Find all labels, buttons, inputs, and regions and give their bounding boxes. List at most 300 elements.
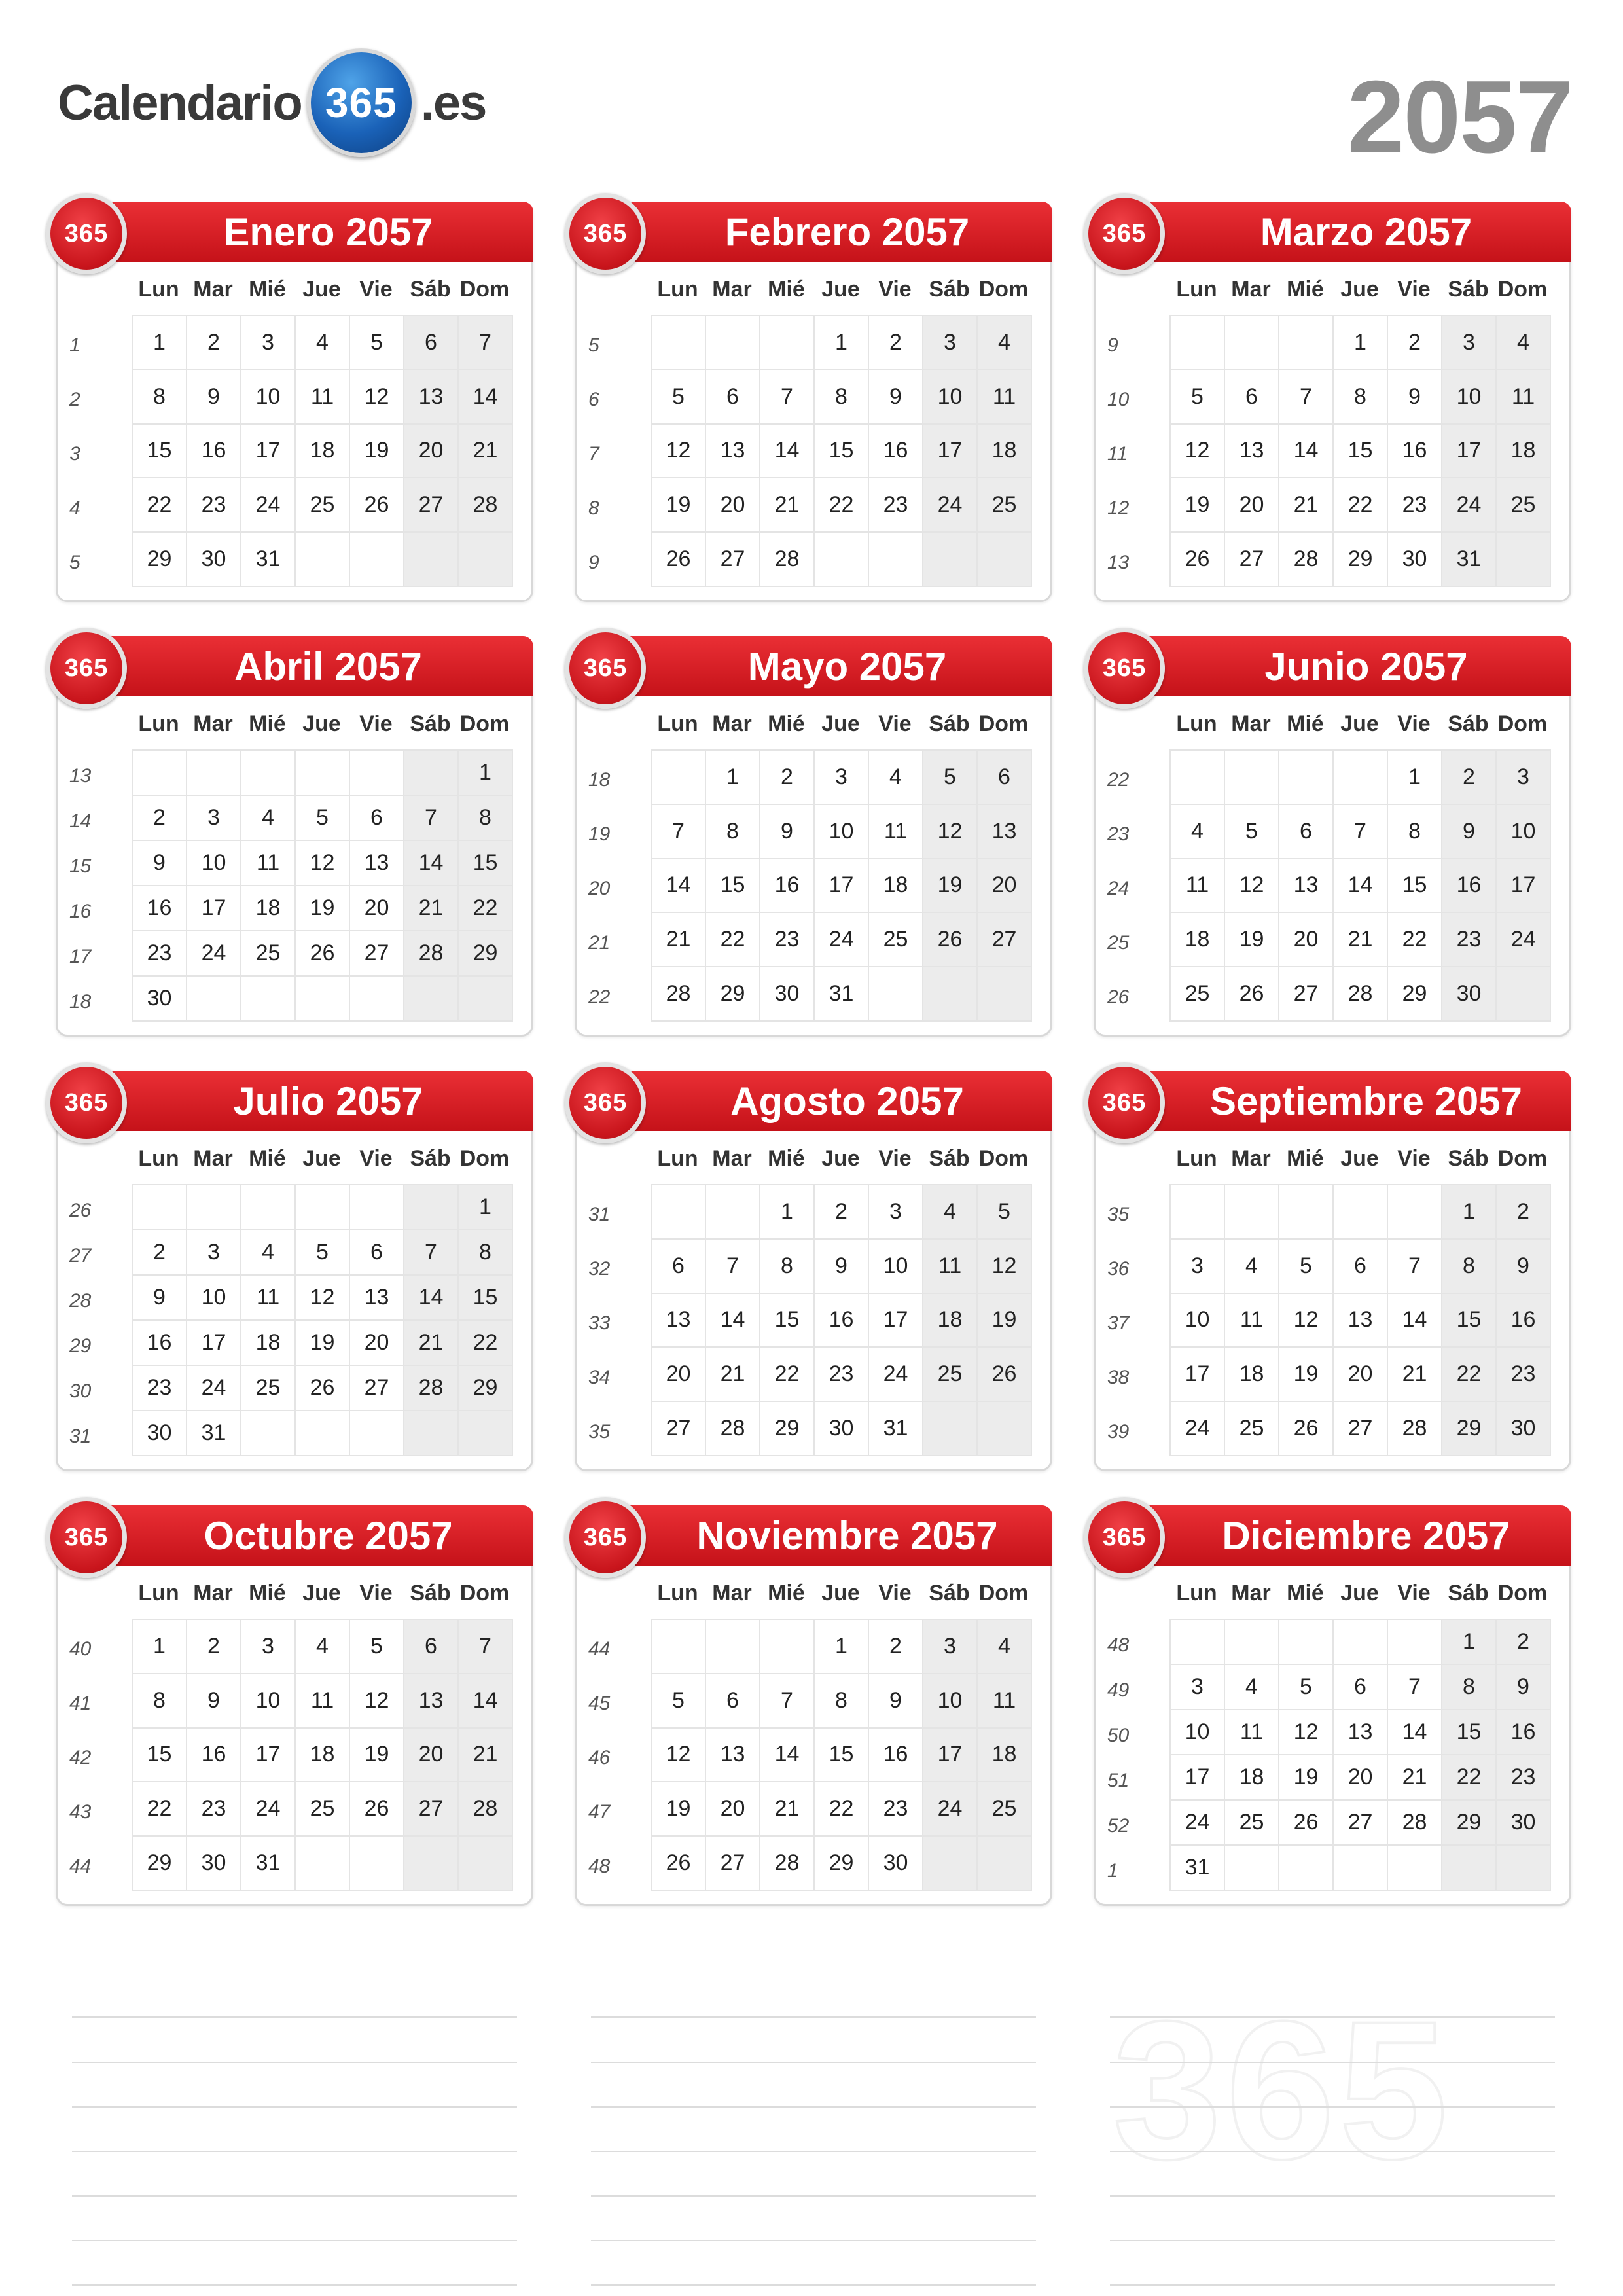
week-number: 32 (588, 1258, 611, 1280)
day-cell: 26 (1171, 533, 1225, 587)
weekday-label: Lun (657, 1581, 698, 1605)
day-cell: 5 (978, 1185, 1032, 1240)
note-line (1110, 2152, 1555, 2197)
day-cell: 15 (133, 425, 187, 479)
weekday-label: Sáb (929, 711, 970, 736)
week-number: 27 (69, 1244, 92, 1266)
day-cell: 30 (1497, 1402, 1551, 1456)
day-cell: 15 (815, 425, 869, 479)
day-cell: 22 (459, 886, 513, 931)
day-cell: 2 (869, 316, 923, 370)
day-cell: 8 (1442, 1240, 1497, 1294)
day-cell: 20 (1279, 913, 1334, 967)
day-cell: 26 (350, 478, 404, 533)
week-number: 18 (588, 769, 611, 791)
day-cell: 9 (1497, 1665, 1551, 1710)
day-cell: 9 (1442, 805, 1497, 859)
day-cell: 28 (652, 967, 706, 1022)
weekday-label: Jue (302, 277, 341, 302)
day-cell: 6 (1334, 1665, 1388, 1710)
day-cell: 20 (1334, 1348, 1388, 1402)
week-number: 26 (69, 1199, 92, 1221)
day-cell: 8 (1388, 805, 1442, 859)
weekday-label: Vie (359, 711, 393, 736)
day-cell: 4 (296, 316, 350, 370)
empty-day-cell (923, 1402, 978, 1456)
week-number: 52 (1107, 1814, 1130, 1837)
weekday-label: Sáb (929, 1146, 970, 1171)
week-number: 14 (69, 810, 92, 832)
week-numbers (588, 753, 641, 1024)
day-grid (1169, 749, 1551, 1022)
week-number: 9 (1107, 334, 1118, 357)
month-card (56, 202, 533, 602)
empty-day-cell (1279, 751, 1334, 805)
empty-day-cell (652, 1185, 706, 1240)
note-line (1110, 2241, 1555, 2286)
month-badge-365: 365 (1084, 1497, 1165, 1578)
day-cell: 29 (760, 1402, 815, 1456)
day-cell: 18 (1225, 1348, 1279, 1402)
weekday-label: Dom (1497, 1146, 1548, 1171)
day-cell: 28 (760, 533, 815, 587)
day-cell: 5 (1279, 1240, 1334, 1294)
weekday-label: Vie (359, 1146, 393, 1171)
day-cell: 29 (459, 1366, 513, 1411)
week-number: 35 (1107, 1204, 1130, 1226)
day-cell: 16 (1442, 859, 1497, 914)
empty-day-cell (296, 751, 350, 796)
day-cell: 31 (241, 533, 296, 587)
day-cell: 16 (760, 859, 815, 914)
day-cell: 18 (869, 859, 923, 914)
day-cell: 6 (1279, 805, 1334, 859)
day-cell: 3 (815, 751, 869, 805)
day-cell: 17 (923, 1729, 978, 1783)
day-cell: 3 (241, 1620, 296, 1674)
day-cell: 24 (923, 478, 978, 533)
day-cell: 25 (978, 1782, 1032, 1837)
empty-day-cell (404, 977, 459, 1022)
weekday-label: Mar (193, 1581, 233, 1605)
day-grid (132, 749, 513, 1022)
weekday-label: Lun (1176, 711, 1217, 736)
empty-day-cell (978, 1837, 1032, 1891)
weekday-label: Jue (821, 1581, 860, 1605)
day-cell: 10 (187, 841, 241, 886)
day-cell: 8 (459, 796, 513, 841)
day-cell: 25 (296, 1782, 350, 1837)
day-cell: 2 (760, 751, 815, 805)
month-title: Octubre 2057 (103, 1505, 533, 1566)
day-cell: 3 (187, 1230, 241, 1276)
day-cell: 5 (350, 1620, 404, 1674)
week-numbers (588, 1623, 641, 1893)
month-title: Febrero 2057 (622, 202, 1052, 262)
weekday-label: Jue (302, 1146, 341, 1171)
week-number: 3 (69, 442, 80, 465)
day-cell: 12 (652, 425, 706, 479)
day-cell: 10 (1497, 805, 1551, 859)
day-cell: 9 (187, 370, 241, 425)
empty-day-cell (241, 751, 296, 796)
weekday-label: Dom (1497, 711, 1548, 736)
day-cell: 20 (706, 478, 760, 533)
weekday-label: Vie (878, 1581, 912, 1605)
week-number: 26 (1107, 986, 1130, 1008)
week-number: 46 (588, 1746, 611, 1768)
day-cell: 12 (1225, 859, 1279, 914)
day-cell: 7 (404, 796, 459, 841)
empty-day-cell (978, 1402, 1032, 1456)
day-cell: 22 (1334, 478, 1388, 533)
week-number: 39 (1107, 1420, 1130, 1443)
weekday-label: Jue (821, 711, 860, 736)
day-cell: 1 (1442, 1185, 1497, 1240)
day-cell: 16 (815, 1294, 869, 1348)
day-cell: 21 (1388, 1348, 1442, 1402)
day-cell: 13 (1279, 859, 1334, 914)
weekday-label: Mar (1231, 277, 1271, 302)
day-cell: 19 (1279, 1348, 1334, 1402)
notes-column-2 (591, 2016, 1036, 2286)
day-cell: 11 (923, 1240, 978, 1294)
day-cell: 22 (706, 913, 760, 967)
weekday-label: Dom (1497, 1581, 1548, 1605)
month-title: Noviembre 2057 (622, 1505, 1052, 1566)
empty-day-cell (459, 1411, 513, 1456)
week-number: 16 (69, 900, 92, 922)
empty-day-cell (459, 533, 513, 587)
day-cell: 27 (404, 1782, 459, 1837)
day-cell: 2 (869, 1620, 923, 1674)
empty-day-cell (241, 1185, 296, 1230)
weekday-label: Mié (768, 1581, 805, 1605)
day-cell: 1 (760, 1185, 815, 1240)
note-line (591, 2241, 1036, 2286)
day-cell: 4 (241, 796, 296, 841)
weekday-header (1169, 277, 1550, 303)
day-cell: 4 (1225, 1240, 1279, 1294)
day-cell: 15 (133, 1729, 187, 1783)
day-cell: 13 (706, 425, 760, 479)
day-cell: 10 (815, 805, 869, 859)
day-cell: 24 (1171, 1801, 1225, 1846)
day-cell: 28 (404, 1366, 459, 1411)
weekday-header (1169, 711, 1550, 738)
note-line (1110, 2197, 1555, 2241)
day-cell: 29 (1442, 1402, 1497, 1456)
day-cell: 6 (350, 1230, 404, 1276)
day-cell: 28 (706, 1402, 760, 1456)
day-cell: 16 (133, 886, 187, 931)
day-cell: 4 (1225, 1665, 1279, 1710)
day-cell: 12 (296, 841, 350, 886)
empty-day-cell (1388, 1846, 1442, 1891)
empty-day-cell (1171, 1185, 1225, 1240)
note-line (72, 2018, 517, 2063)
day-cell: 15 (459, 1276, 513, 1321)
day-cell: 1 (459, 751, 513, 796)
month-title: Diciembre 2057 (1141, 1505, 1571, 1566)
day-cell: 21 (652, 913, 706, 967)
day-cell: 23 (869, 1782, 923, 1837)
day-cell: 23 (1497, 1755, 1551, 1801)
day-cell: 2 (187, 316, 241, 370)
day-cell: 11 (241, 841, 296, 886)
empty-day-cell (459, 1837, 513, 1891)
day-cell: 5 (350, 316, 404, 370)
notes-column-1 (72, 2016, 517, 2286)
day-cell: 18 (241, 886, 296, 931)
day-cell: 6 (706, 1674, 760, 1729)
day-cell: 19 (350, 1729, 404, 1783)
week-number: 6 (588, 389, 599, 411)
day-cell: 29 (706, 967, 760, 1022)
day-cell: 30 (1388, 533, 1442, 587)
brand-word-calendario: Calendario (58, 75, 302, 131)
day-cell: 21 (459, 1729, 513, 1783)
weekday-label: Vie (878, 1146, 912, 1171)
day-cell: 24 (1171, 1402, 1225, 1456)
day-cell: 26 (923, 913, 978, 967)
empty-day-cell (1279, 1185, 1334, 1240)
weekday-label: Mar (1231, 1581, 1271, 1605)
month-badge-365: 365 (565, 1062, 646, 1143)
weekday-label: Vie (878, 277, 912, 302)
day-cell: 8 (1442, 1665, 1497, 1710)
weekday-header (651, 277, 1031, 303)
day-cell: 14 (1334, 859, 1388, 914)
day-cell: 25 (1171, 967, 1225, 1022)
day-cell: 31 (869, 1402, 923, 1456)
empty-day-cell (1225, 316, 1279, 370)
empty-day-cell (404, 1185, 459, 1230)
day-cell: 6 (1334, 1240, 1388, 1294)
day-cell: 11 (869, 805, 923, 859)
day-cell: 25 (1225, 1402, 1279, 1456)
week-number: 38 (1107, 1366, 1130, 1388)
day-cell: 24 (1497, 913, 1551, 967)
week-numbers (69, 319, 122, 590)
day-cell: 17 (241, 425, 296, 479)
month-card (1094, 202, 1571, 602)
month-badge-365: 365 (1084, 193, 1165, 274)
week-number: 2 (69, 389, 80, 411)
day-cell: 15 (1442, 1710, 1497, 1755)
day-cell: 7 (459, 1620, 513, 1674)
day-cell: 2 (1388, 316, 1442, 370)
day-cell: 8 (706, 805, 760, 859)
day-cell: 17 (1171, 1348, 1225, 1402)
weekday-label: Dom (978, 711, 1029, 736)
weekday-label: Mié (249, 711, 286, 736)
weekday-label: Vie (1397, 277, 1431, 302)
day-cell: 18 (923, 1294, 978, 1348)
day-cell: 12 (350, 1674, 404, 1729)
day-cell: 14 (1388, 1710, 1442, 1755)
day-cell: 14 (706, 1294, 760, 1348)
empty-day-cell (652, 751, 706, 805)
empty-day-cell (133, 1185, 187, 1230)
weekday-label: Mié (768, 277, 805, 302)
day-cell: 17 (187, 1321, 241, 1366)
day-cell: 14 (459, 1674, 513, 1729)
day-cell: 7 (652, 805, 706, 859)
weekday-label: Vie (359, 1581, 393, 1605)
day-cell: 10 (1442, 370, 1497, 425)
day-cell: 10 (241, 1674, 296, 1729)
day-cell: 3 (1497, 751, 1551, 805)
day-cell: 1 (815, 1620, 869, 1674)
month-badge-365: 365 (46, 1062, 127, 1143)
day-cell: 26 (296, 1366, 350, 1411)
day-cell: 10 (187, 1276, 241, 1321)
day-cell: 8 (760, 1240, 815, 1294)
week-numbers (1107, 1623, 1160, 1893)
day-cell: 30 (869, 1837, 923, 1891)
empty-day-cell (706, 316, 760, 370)
month-card (1094, 636, 1571, 1037)
day-cell: 28 (760, 1837, 815, 1891)
note-line (591, 2108, 1036, 2152)
day-cell: 1 (1334, 316, 1388, 370)
week-number: 29 (69, 1335, 92, 1357)
day-cell: 10 (1171, 1294, 1225, 1348)
day-cell: 25 (1497, 478, 1551, 533)
week-number: 49 (1107, 1679, 1130, 1701)
day-cell: 8 (1334, 370, 1388, 425)
day-cell: 7 (1334, 805, 1388, 859)
brand-badge-365: 365 (307, 48, 416, 157)
empty-day-cell (815, 533, 869, 587)
day-grid (651, 315, 1032, 587)
weekday-label: Mié (768, 711, 805, 736)
day-cell: 30 (760, 967, 815, 1022)
empty-day-cell (404, 533, 459, 587)
note-line (72, 2152, 517, 2197)
note-line (1110, 2063, 1555, 2108)
day-cell: 25 (296, 478, 350, 533)
day-cell: 15 (1388, 859, 1442, 914)
day-cell: 27 (1334, 1402, 1388, 1456)
weekday-label: Jue (1340, 1581, 1379, 1605)
month-title: Junio 2057 (1141, 636, 1571, 696)
day-cell: 1 (1388, 751, 1442, 805)
day-grid (651, 1184, 1032, 1456)
day-cell: 12 (1279, 1294, 1334, 1348)
day-grid (651, 1619, 1032, 1891)
day-cell: 5 (296, 796, 350, 841)
day-cell: 20 (978, 859, 1032, 914)
note-line (72, 2197, 517, 2241)
day-cell: 27 (404, 478, 459, 533)
day-cell: 22 (760, 1348, 815, 1402)
month-badge-365: 365 (565, 628, 646, 709)
day-cell: 22 (815, 478, 869, 533)
weekday-label: Lun (1176, 277, 1217, 302)
week-numbers (588, 319, 641, 590)
empty-day-cell (1279, 1846, 1334, 1891)
weekday-label: Dom (978, 1581, 1029, 1605)
month-badge-365: 365 (565, 193, 646, 274)
weekday-label: Dom (459, 711, 510, 736)
day-cell: 4 (923, 1185, 978, 1240)
empty-day-cell (1225, 1620, 1279, 1665)
weekday-label: Mié (768, 1146, 805, 1171)
day-cell: 3 (1171, 1665, 1225, 1710)
day-cell: 4 (978, 1620, 1032, 1674)
weekday-label: Sáb (410, 1581, 451, 1605)
month-card (1094, 1071, 1571, 1471)
week-numbers (1107, 1188, 1160, 1459)
day-cell: 23 (187, 478, 241, 533)
weekday-label: Mié (1287, 711, 1324, 736)
week-number: 48 (588, 1855, 611, 1877)
month-title: Septiembre 2057 (1141, 1071, 1571, 1131)
day-cell: 26 (350, 1782, 404, 1837)
month-badge-365: 365 (1084, 628, 1165, 709)
weekday-label: Sáb (410, 711, 451, 736)
day-cell: 26 (1279, 1801, 1334, 1846)
week-number: 11 (1107, 442, 1128, 465)
week-numbers (69, 1623, 122, 1893)
week-number: 5 (69, 551, 80, 573)
day-cell: 27 (978, 913, 1032, 967)
empty-day-cell (296, 1411, 350, 1456)
day-grid (132, 1619, 513, 1891)
weekday-label: Mar (193, 277, 233, 302)
day-cell: 13 (1225, 425, 1279, 479)
empty-day-cell (1279, 1620, 1334, 1665)
empty-day-cell (1334, 1620, 1388, 1665)
weekday-label: Mié (1287, 277, 1324, 302)
day-cell: 31 (241, 1837, 296, 1891)
empty-day-cell (187, 1185, 241, 1230)
day-cell: 17 (815, 859, 869, 914)
weekday-label: Dom (459, 277, 510, 302)
weekday-label: Mié (1287, 1581, 1324, 1605)
day-cell: 4 (978, 316, 1032, 370)
week-number: 44 (588, 1638, 611, 1660)
weekday-header (651, 1146, 1031, 1172)
week-number: 13 (69, 764, 92, 787)
day-cell: 30 (133, 977, 187, 1022)
empty-day-cell (350, 533, 404, 587)
day-cell: 14 (760, 1729, 815, 1783)
day-cell: 18 (296, 1729, 350, 1783)
day-cell: 27 (1225, 533, 1279, 587)
day-cell: 25 (978, 478, 1032, 533)
day-cell: 3 (1442, 316, 1497, 370)
day-cell: 13 (350, 841, 404, 886)
day-cell: 17 (241, 1729, 296, 1783)
day-cell: 23 (1388, 478, 1442, 533)
day-cell: 24 (241, 1782, 296, 1837)
day-cell: 25 (869, 913, 923, 967)
day-cell: 29 (815, 1837, 869, 1891)
day-cell: 12 (350, 370, 404, 425)
weekday-label: Mié (249, 277, 286, 302)
week-number: 43 (69, 1801, 92, 1823)
day-cell: 8 (133, 1674, 187, 1729)
day-cell: 22 (133, 1782, 187, 1837)
empty-day-cell (706, 1185, 760, 1240)
day-cell: 9 (1388, 370, 1442, 425)
day-cell: 28 (1334, 967, 1388, 1022)
day-cell: 9 (869, 1674, 923, 1729)
week-number: 8 (588, 497, 599, 519)
